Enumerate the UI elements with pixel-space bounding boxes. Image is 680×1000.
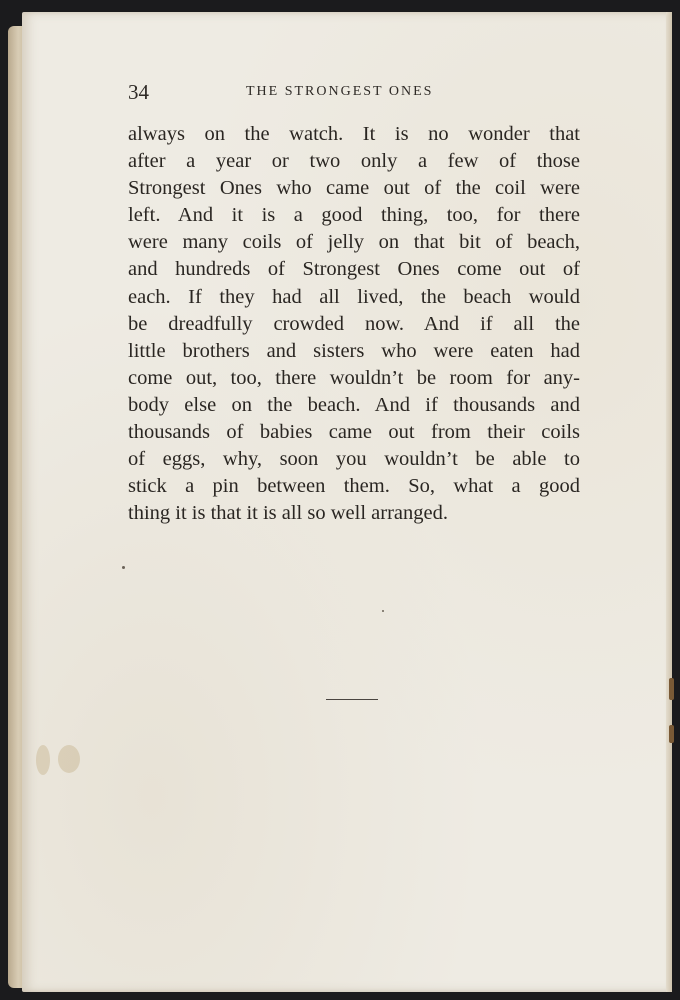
running-head: THE STRONGEST ONES <box>246 84 434 99</box>
text-line: always on the watch. It is no wonder that <box>128 123 580 145</box>
text-line: little brothers and sisters who were eaten had <box>128 339 580 362</box>
text-line: of eggs, why, soon you wouldn’t be able to <box>128 448 580 471</box>
text-line: be dreadfully crowded now. And if all the <box>128 312 580 335</box>
edge-mark <box>669 725 674 743</box>
ink-speck <box>382 610 384 612</box>
text-line: left. And it is a good thing, too, for there <box>128 204 580 227</box>
edge-mark <box>669 678 674 700</box>
page-header <box>128 80 578 104</box>
text-line: thing it is that it is all so well arranged. <box>128 502 448 525</box>
text-line: thousands of babies came out from their coils <box>128 421 580 444</box>
paper-stain <box>58 745 80 773</box>
text-line: stick a pin between them. So, what a good <box>128 475 580 498</box>
text-line: were many coils of jelly on that bit of beach, <box>128 231 580 254</box>
ink-speck <box>122 566 125 569</box>
body-text <box>128 121 580 527</box>
text-line: and hundreds of Strongest Ones come out of <box>128 258 580 281</box>
text-line: body else on the beach. And if thousands and <box>128 393 580 416</box>
text-line: come out, too, there wouldn’t be room for any- <box>128 366 580 389</box>
text-line: after a year or two only a few of those <box>128 150 580 173</box>
text-line: each. If they had all lived, the beach would <box>128 285 580 308</box>
paper-stain <box>36 745 50 775</box>
text-line: Strongest Ones who came out of the coil were <box>128 177 580 200</box>
section-rule <box>326 699 378 700</box>
page-number: 34 <box>128 80 149 104</box>
page-right-edge <box>666 12 672 992</box>
